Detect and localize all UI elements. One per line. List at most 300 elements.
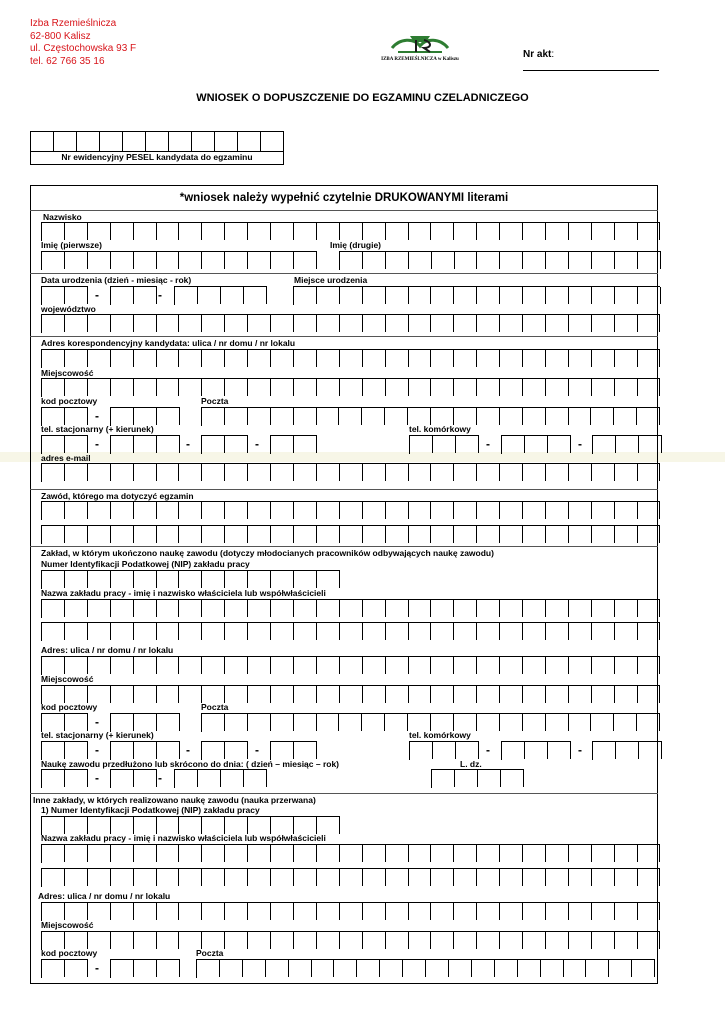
letter-cell[interactable] (317, 350, 340, 367)
letter-cell[interactable] (134, 526, 157, 543)
letter-cell[interactable] (454, 287, 477, 304)
letter-cell[interactable] (202, 408, 225, 425)
letter-cell[interactable] (500, 526, 523, 543)
letter-cell[interactable] (525, 436, 548, 453)
letter-cell[interactable] (477, 252, 500, 269)
letter-cell[interactable] (248, 845, 271, 862)
letter-cell[interactable] (312, 960, 335, 977)
letter-cell[interactable] (500, 600, 523, 617)
letter-cell[interactable] (409, 869, 432, 886)
letter-cell[interactable] (248, 223, 271, 240)
letter-cell[interactable] (477, 869, 500, 886)
letter-cell[interactable] (88, 903, 111, 920)
letter-cell[interactable] (523, 869, 546, 886)
letter-cell[interactable] (225, 315, 248, 332)
letter-cell[interactable] (431, 526, 454, 543)
letter-cell[interactable] (42, 686, 65, 703)
letter-cell[interactable] (134, 869, 157, 886)
letter-cell[interactable] (546, 600, 569, 617)
letter-cell[interactable] (615, 464, 638, 481)
letter-cell[interactable] (42, 869, 65, 886)
letter-cell[interactable] (500, 869, 523, 886)
letter-cell[interactable] (271, 571, 294, 588)
letter-cell[interactable] (409, 223, 432, 240)
letter-cell[interactable] (88, 526, 111, 543)
letter-cell[interactable] (614, 408, 637, 425)
letter-cell[interactable] (477, 464, 500, 481)
letter-cell[interactable] (243, 960, 266, 977)
letter-cell[interactable] (317, 600, 340, 617)
letter-cell[interactable] (65, 932, 88, 949)
letter-cell[interactable] (134, 960, 157, 977)
letter-cell[interactable] (202, 379, 225, 396)
letter-cell[interactable] (386, 379, 409, 396)
letter-cell[interactable] (386, 845, 409, 862)
pesel-digit-cell[interactable] (261, 132, 283, 151)
letter-cell[interactable] (454, 600, 477, 617)
letter-cell[interactable] (363, 600, 386, 617)
letter-cell[interactable] (248, 526, 271, 543)
other-workplace-address-boxes[interactable] (41, 902, 660, 921)
letter-cell[interactable] (477, 657, 500, 674)
letter-cell[interactable] (456, 742, 479, 759)
letter-cell[interactable] (88, 845, 111, 862)
letter-cell[interactable] (111, 742, 134, 759)
letter-cell[interactable] (225, 845, 248, 862)
letter-cell[interactable] (134, 287, 157, 304)
letter-cell[interactable] (202, 623, 225, 640)
letter-cell[interactable] (386, 464, 409, 481)
letter-cell[interactable] (271, 686, 294, 703)
letter-cell[interactable] (363, 932, 386, 949)
letter-cell[interactable] (88, 223, 111, 240)
pesel-digit-cell[interactable] (123, 132, 146, 151)
letter-cell[interactable] (386, 526, 409, 543)
letter-cell[interactable] (294, 464, 317, 481)
letter-cell[interactable] (294, 502, 317, 519)
pesel-digit-cell[interactable] (54, 132, 77, 151)
letter-cell[interactable] (638, 623, 661, 640)
letter-cell[interactable] (317, 869, 340, 886)
birth-year-boxes[interactable] (174, 286, 267, 305)
landline-area-boxes[interactable] (41, 435, 88, 454)
letter-cell[interactable] (225, 502, 248, 519)
letter-cell[interactable] (615, 932, 638, 949)
letter-cell[interactable] (248, 903, 271, 920)
profession-boxes-2[interactable] (41, 525, 660, 544)
letter-cell[interactable] (614, 714, 637, 731)
letter-cell[interactable] (134, 903, 157, 920)
pesel-digit-cell[interactable] (192, 132, 215, 151)
letter-cell[interactable] (202, 817, 225, 834)
letter-cell[interactable] (638, 464, 661, 481)
letter-cell[interactable] (454, 526, 477, 543)
letter-cell[interactable] (386, 623, 409, 640)
letter-cell[interactable] (88, 571, 111, 588)
letter-cell[interactable] (409, 252, 432, 269)
pesel-digit-cell[interactable] (100, 132, 123, 151)
letter-cell[interactable] (340, 223, 363, 240)
letter-cell[interactable] (615, 903, 638, 920)
letter-cell[interactable] (546, 932, 569, 949)
letter-cell[interactable] (409, 315, 432, 332)
letter-cell[interactable] (271, 845, 294, 862)
letter-cell[interactable] (616, 742, 639, 759)
letter-cell[interactable] (523, 315, 546, 332)
letter-cell[interactable] (179, 817, 202, 834)
letter-cell[interactable] (111, 436, 134, 453)
letter-cell[interactable] (592, 903, 615, 920)
letter-cell[interactable] (431, 287, 454, 304)
letter-cell[interactable] (569, 845, 592, 862)
letter-cell[interactable] (431, 379, 454, 396)
letter-cell[interactable] (431, 869, 454, 886)
nr-akt-field[interactable] (523, 70, 659, 71)
letter-cell[interactable] (294, 742, 317, 759)
letter-cell[interactable] (569, 502, 592, 519)
letter-cell[interactable] (225, 686, 248, 703)
letter-cell[interactable] (111, 464, 134, 481)
letter-cell[interactable] (221, 287, 244, 304)
letter-cell[interactable] (386, 223, 409, 240)
letter-cell[interactable] (592, 287, 615, 304)
letter-cell[interactable] (65, 379, 88, 396)
letter-cell[interactable] (157, 817, 180, 834)
letter-cell[interactable] (134, 686, 157, 703)
letter-cell[interactable] (248, 869, 271, 886)
letter-cell[interactable] (65, 223, 88, 240)
letter-cell[interactable] (157, 657, 180, 674)
letter-cell[interactable] (615, 657, 638, 674)
letter-cell[interactable] (431, 686, 454, 703)
letter-cell[interactable] (523, 287, 546, 304)
letter-cell[interactable] (88, 932, 111, 949)
letter-cell[interactable] (248, 408, 271, 425)
letter-cell[interactable] (363, 223, 386, 240)
letter-cell[interactable] (134, 845, 157, 862)
letter-cell[interactable] (409, 526, 432, 543)
letter-cell[interactable] (202, 350, 225, 367)
letter-cell[interactable] (409, 686, 432, 703)
letter-cell[interactable] (548, 742, 571, 759)
pesel-digit-cell[interactable] (215, 132, 238, 151)
letter-cell[interactable] (357, 960, 380, 977)
letter-cell[interactable] (157, 408, 180, 425)
birth-month-boxes[interactable] (110, 286, 157, 305)
letter-cell[interactable] (431, 903, 454, 920)
letter-cell[interactable] (639, 436, 662, 453)
letter-cell[interactable] (592, 350, 615, 367)
letter-cell[interactable] (501, 770, 524, 787)
letter-cell[interactable] (65, 845, 88, 862)
letter-cell[interactable] (431, 845, 454, 862)
letter-cell[interactable] (592, 252, 615, 269)
letter-cell[interactable] (592, 600, 615, 617)
letter-cell[interactable] (408, 714, 431, 731)
letter-cell[interactable] (363, 350, 386, 367)
letter-cell[interactable] (134, 502, 157, 519)
letter-cell[interactable] (157, 869, 180, 886)
mobile-part3-boxes[interactable] (592, 435, 662, 454)
letter-cell[interactable] (179, 502, 202, 519)
letter-cell[interactable] (386, 657, 409, 674)
letter-cell[interactable] (225, 408, 248, 425)
letter-cell[interactable] (134, 817, 157, 834)
letter-cell[interactable] (380, 960, 403, 977)
first-name-boxes[interactable] (41, 251, 317, 270)
letter-cell[interactable] (225, 869, 248, 886)
letter-cell[interactable] (157, 623, 180, 640)
letter-cell[interactable] (88, 686, 111, 703)
letter-cell[interactable] (363, 869, 386, 886)
letter-cell[interactable] (248, 252, 271, 269)
letter-cell[interactable] (179, 379, 202, 396)
letter-cell[interactable] (179, 315, 202, 332)
letter-cell[interactable] (134, 657, 157, 674)
letter-cell[interactable] (569, 252, 592, 269)
letter-cell[interactable] (340, 903, 363, 920)
letter-cell[interactable] (546, 657, 569, 674)
letter-cell[interactable] (225, 223, 248, 240)
letter-cell[interactable] (432, 252, 455, 269)
letter-cell[interactable] (546, 502, 569, 519)
letter-cell[interactable] (363, 526, 386, 543)
letter-cell[interactable] (569, 408, 592, 425)
letter-cell[interactable] (500, 903, 523, 920)
letter-cell[interactable] (592, 526, 615, 543)
letter-cell[interactable] (477, 600, 500, 617)
letter-cell[interactable] (334, 960, 357, 977)
letter-cell[interactable] (202, 742, 225, 759)
letter-cell[interactable] (615, 686, 638, 703)
letter-cell[interactable] (546, 464, 569, 481)
letter-cell[interactable] (454, 845, 477, 862)
letter-cell[interactable] (500, 287, 523, 304)
mobile-part1-boxes[interactable] (409, 435, 479, 454)
letter-cell[interactable] (225, 623, 248, 640)
letter-cell[interactable] (294, 817, 317, 834)
letter-cell[interactable] (175, 770, 198, 787)
extension-month-boxes[interactable] (110, 769, 157, 788)
letter-cell[interactable] (134, 932, 157, 949)
letter-cell[interactable] (615, 869, 638, 886)
letter-cell[interactable] (638, 600, 661, 617)
letter-cell[interactable] (449, 960, 472, 977)
letter-cell[interactable] (386, 315, 409, 332)
letter-cell[interactable] (478, 770, 501, 787)
letter-cell[interactable] (42, 223, 65, 240)
letter-cell[interactable] (248, 315, 271, 332)
letter-cell[interactable] (65, 657, 88, 674)
letter-cell[interactable] (454, 903, 477, 920)
letter-cell[interactable] (294, 714, 317, 731)
letter-cell[interactable] (500, 464, 523, 481)
letter-cell[interactable] (179, 223, 202, 240)
letter-cell[interactable] (65, 287, 88, 304)
letter-cell[interactable] (179, 350, 202, 367)
letter-cell[interactable] (340, 252, 363, 269)
letter-cell[interactable] (42, 623, 65, 640)
letter-cell[interactable] (546, 526, 569, 543)
letter-cell[interactable] (175, 287, 198, 304)
letter-cell[interactable] (615, 526, 638, 543)
letter-cell[interactable] (569, 287, 592, 304)
letter-cell[interactable] (317, 817, 340, 834)
letter-cell[interactable] (294, 686, 317, 703)
letter-cell[interactable] (637, 408, 660, 425)
letter-cell[interactable] (225, 932, 248, 949)
letter-cell[interactable] (340, 526, 363, 543)
letter-cell[interactable] (65, 817, 88, 834)
letter-cell[interactable] (248, 623, 271, 640)
letter-cell[interactable] (592, 623, 615, 640)
letter-cell[interactable] (569, 714, 592, 731)
letter-cell[interactable] (340, 600, 363, 617)
landline-part3-boxes[interactable] (270, 435, 317, 454)
letter-cell[interactable] (266, 960, 289, 977)
letter-cell[interactable] (197, 960, 220, 977)
letter-cell[interactable] (340, 686, 363, 703)
letter-cell[interactable] (477, 350, 500, 367)
letter-cell[interactable] (88, 869, 111, 886)
letter-cell[interactable] (134, 252, 157, 269)
letter-cell[interactable] (409, 464, 432, 481)
letter-cell[interactable] (409, 623, 432, 640)
letter-cell[interactable] (500, 379, 523, 396)
letter-cell[interactable] (592, 464, 615, 481)
letter-cell[interactable] (271, 502, 294, 519)
letter-cell[interactable] (157, 742, 180, 759)
letter-cell[interactable] (523, 714, 546, 731)
landline-part2-boxes[interactable] (201, 435, 248, 454)
letter-cell[interactable] (289, 960, 312, 977)
letter-cell[interactable] (500, 932, 523, 949)
extension-year-boxes[interactable] (174, 769, 267, 788)
letter-cell[interactable] (65, 903, 88, 920)
letter-cell[interactable] (134, 742, 157, 759)
other-workplace-postcode-part1-boxes[interactable] (41, 959, 88, 978)
letter-cell[interactable] (638, 903, 661, 920)
letter-cell[interactable] (477, 223, 500, 240)
letter-cell[interactable] (546, 350, 569, 367)
letter-cell[interactable] (134, 714, 157, 731)
nip-boxes[interactable] (41, 570, 340, 589)
letter-cell[interactable] (111, 287, 134, 304)
letter-cell[interactable] (111, 350, 134, 367)
letter-cell[interactable] (340, 464, 363, 481)
letter-cell[interactable] (523, 379, 546, 396)
letter-cell[interactable] (225, 464, 248, 481)
letter-cell[interactable] (410, 436, 433, 453)
letter-cell[interactable] (433, 436, 456, 453)
letter-cell[interactable] (339, 714, 362, 731)
letter-cell[interactable] (317, 903, 340, 920)
letter-cell[interactable] (157, 464, 180, 481)
letter-cell[interactable] (340, 869, 363, 886)
letter-cell[interactable] (363, 903, 386, 920)
letter-cell[interactable] (294, 436, 317, 453)
letter-cell[interactable] (88, 350, 111, 367)
letter-cell[interactable] (409, 379, 432, 396)
letter-cell[interactable] (541, 960, 564, 977)
letter-cell[interactable] (225, 657, 248, 674)
letter-cell[interactable] (386, 869, 409, 886)
letter-cell[interactable] (157, 502, 180, 519)
letter-cell[interactable] (134, 571, 157, 588)
letter-cell[interactable] (569, 526, 592, 543)
letter-cell[interactable] (294, 408, 317, 425)
letter-cell[interactable] (638, 350, 661, 367)
letter-cell[interactable] (271, 379, 294, 396)
letter-cell[interactable] (615, 350, 638, 367)
letter-cell[interactable] (202, 600, 225, 617)
letter-cell[interactable] (157, 903, 180, 920)
letter-cell[interactable] (179, 464, 202, 481)
letter-cell[interactable] (225, 379, 248, 396)
letter-cell[interactable] (410, 742, 433, 759)
letter-cell[interactable] (248, 817, 271, 834)
letter-cell[interactable] (409, 350, 432, 367)
letter-cell[interactable] (616, 436, 639, 453)
letter-cell[interactable] (409, 903, 432, 920)
letter-cell[interactable] (591, 714, 614, 731)
letter-cell[interactable] (294, 869, 317, 886)
letter-cell[interactable] (88, 600, 111, 617)
letter-cell[interactable] (225, 252, 248, 269)
ref-number-boxes[interactable] (431, 769, 524, 788)
letter-cell[interactable] (179, 623, 202, 640)
letter-cell[interactable] (65, 315, 88, 332)
letter-cell[interactable] (546, 287, 569, 304)
letter-cell[interactable] (65, 714, 88, 731)
letter-cell[interactable] (363, 464, 386, 481)
letter-cell[interactable] (455, 252, 478, 269)
letter-cell[interactable] (42, 350, 65, 367)
letter-cell[interactable] (111, 623, 134, 640)
letter-cell[interactable] (546, 845, 569, 862)
letter-cell[interactable] (523, 903, 546, 920)
workplace-name-boxes-1[interactable] (41, 599, 660, 618)
letter-cell[interactable] (472, 960, 495, 977)
letter-cell[interactable] (454, 657, 477, 674)
letter-cell[interactable] (157, 252, 180, 269)
letter-cell[interactable] (157, 571, 180, 588)
letter-cell[interactable] (409, 600, 432, 617)
letter-cell[interactable] (225, 600, 248, 617)
letter-cell[interactable] (111, 502, 134, 519)
correspondence-address-boxes[interactable] (41, 349, 660, 368)
letter-cell[interactable] (340, 502, 363, 519)
letter-cell[interactable] (523, 623, 546, 640)
letter-cell[interactable] (362, 714, 385, 731)
letter-cell[interactable] (248, 379, 271, 396)
letter-cell[interactable] (638, 223, 661, 240)
letter-cell[interactable] (248, 600, 271, 617)
letter-cell[interactable] (386, 600, 409, 617)
letter-cell[interactable] (271, 252, 294, 269)
letter-cell[interactable] (111, 686, 134, 703)
letter-cell[interactable] (548, 436, 571, 453)
letter-cell[interactable] (431, 714, 454, 731)
letter-cell[interactable] (495, 960, 518, 977)
letter-cell[interactable] (546, 869, 569, 886)
letter-cell[interactable] (134, 408, 157, 425)
letter-cell[interactable] (317, 464, 340, 481)
letter-cell[interactable] (386, 287, 409, 304)
birth-day-boxes[interactable] (41, 286, 88, 305)
letter-cell[interactable] (454, 686, 477, 703)
letter-cell[interactable] (500, 845, 523, 862)
